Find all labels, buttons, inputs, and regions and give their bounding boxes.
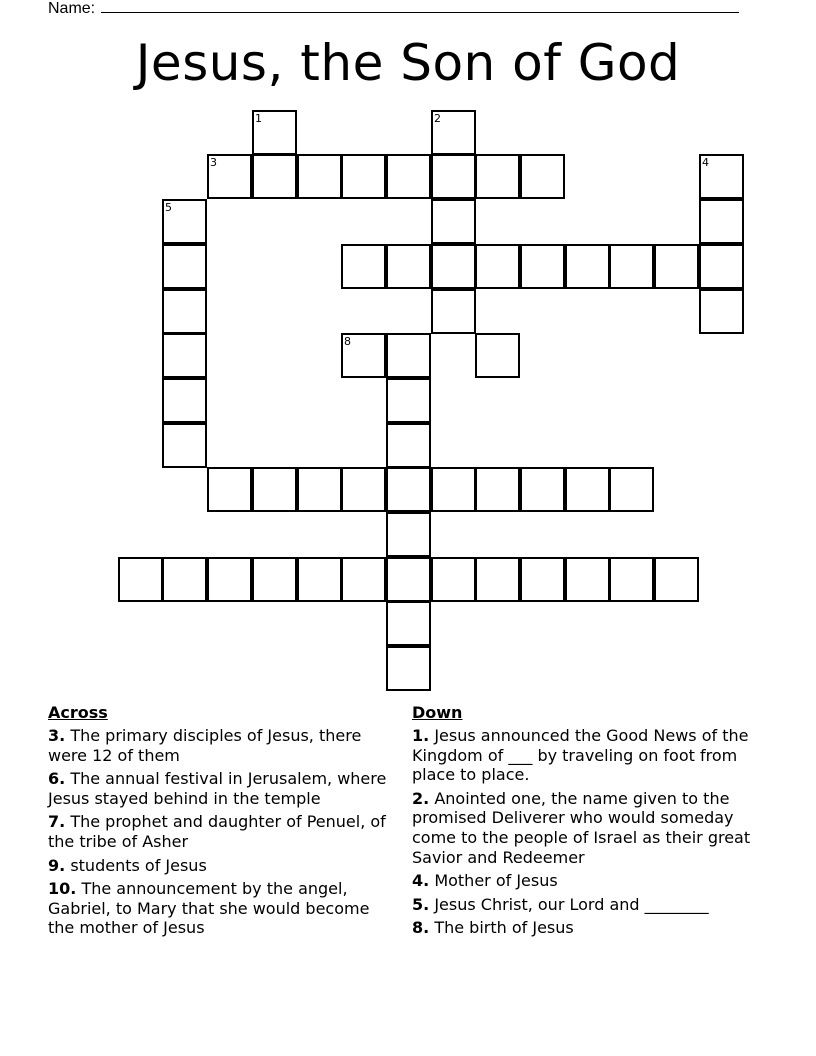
clue-text: Jesus Christ, our Lord and ________ [434,894,709,914]
grid-cell[interactable] [520,154,565,199]
across-heading: Across [48,703,108,722]
grid-cell[interactable] [207,557,252,602]
grid-cell[interactable] [386,244,431,289]
grid-cell[interactable] [118,557,163,602]
clue-text: Mother of Jesus [434,871,558,891]
grid-cell[interactable] [341,557,386,602]
clue-number: 1. [412,726,430,745]
grid-cell[interactable] [609,557,654,602]
grid-cell[interactable] [431,289,476,334]
grid-cell[interactable] [252,467,297,512]
grid-cell[interactable] [386,646,431,691]
grid-cell[interactable] [520,467,565,512]
grid-cell[interactable] [431,110,476,155]
clue-number: 7. [48,812,66,832]
grid-cell[interactable] [341,244,386,289]
grid-cell[interactable] [654,244,699,289]
clue-down-2 [412,789,762,867]
grid-cell[interactable] [386,378,431,423]
clue-number-label: 2 [434,112,441,125]
grid-cell[interactable] [297,154,342,199]
grid-cell[interactable] [520,244,565,289]
grid-cell[interactable] [386,512,431,557]
name-label: Name: [48,0,96,17]
clue-text: Jesus announced the Good News of the Kingdom of ___ by traveling on foot from place to place. [412,726,749,785]
grid-cell[interactable] [654,557,699,602]
clue-text: students of Jesus [70,855,207,875]
grid-cell[interactable] [699,154,744,199]
grid-cell[interactable] [699,244,744,289]
clue-number-label: 1 [255,112,262,125]
grid-cell[interactable] [475,154,520,199]
clue-down-1 [412,726,762,785]
grid-cell[interactable] [520,557,565,602]
grid-cell[interactable] [565,244,610,289]
grid-cell[interactable] [162,378,207,423]
grid-cell[interactable] [475,557,520,602]
grid-cell[interactable] [431,244,476,289]
clue-text: Anointed one, the name given to the promised Deliverer who would someday come to the people of Israel as their great Savior and Redeemer [412,788,751,867]
clue-across-6 [48,769,388,808]
grid-cell[interactable] [252,557,297,602]
clue-across-9 [48,856,388,876]
grid-cell[interactable] [386,423,431,468]
grid-cell[interactable] [609,467,654,512]
grid-cell[interactable] [431,467,476,512]
clue-across-3 [48,726,388,765]
clue-number: 5. [412,894,430,914]
across-clues [48,703,388,942]
clue-number: 10. [48,879,77,899]
clue-number-label: 4 [702,156,709,169]
grid-cell[interactable] [341,467,386,512]
grid-cell[interactable] [475,244,520,289]
clue-number: 3. [48,726,66,745]
page-title: Jesus, the Son of God [135,34,681,92]
grid-cell[interactable] [207,154,252,199]
down-heading: Down [412,703,463,722]
grid-cell[interactable] [162,333,207,378]
grid-cell[interactable] [475,467,520,512]
clue-number-label: 5 [165,201,172,214]
grid-cell[interactable] [386,557,431,602]
grid-cell[interactable] [699,199,744,244]
clue-text: The birth of Jesus [434,918,574,938]
grid-cell[interactable] [609,244,654,289]
grid-cell[interactable] [341,154,386,199]
down-clues [412,703,762,942]
grid-cell[interactable] [386,154,431,199]
grid-cell[interactable] [475,333,520,378]
clue-across-7 [48,812,388,851]
grid-cell[interactable] [341,333,386,378]
clue-number: 6. [48,769,66,789]
clue-text: The annual festival in Jerusalem, where Jesus stayed behind in the temple [48,769,387,808]
grid-cell[interactable] [386,333,431,378]
clue-number-label: 3 [210,156,217,169]
clue-number: 8. [412,918,430,938]
grid-cell[interactable] [565,557,610,602]
clue-down-8 [412,918,762,938]
grid-cell[interactable] [162,423,207,468]
grid-cell[interactable] [297,557,342,602]
clue-text: The primary disciples of Jesus, there were 12 of them [48,726,362,765]
grid-cell[interactable] [431,557,476,602]
grid-cell[interactable] [565,467,610,512]
clue-number: 9. [48,855,66,875]
grid-cell[interactable] [207,467,252,512]
grid-cell[interactable] [162,244,207,289]
grid-cell[interactable] [386,467,431,512]
grid-cell[interactable] [252,154,297,199]
clue-number: 2. [412,788,430,808]
grid-cell[interactable] [297,467,342,512]
grid-cell[interactable] [431,154,476,199]
grid-cell[interactable] [162,199,207,244]
clue-text: The prophet and daughter of Penuel, of the tribe of Asher [48,812,386,851]
grid-cell[interactable] [386,601,431,646]
grid-cell[interactable] [431,199,476,244]
grid-cell[interactable] [252,110,297,155]
grid-cell[interactable] [162,557,207,602]
clue-across-10 [48,879,388,938]
clue-down-4 [412,871,762,891]
grid-cell[interactable] [699,289,744,334]
clue-text: The announcement by the angel, Gabriel, to Mary that she would become the mother of Jesus [48,879,370,938]
grid-cell[interactable] [162,289,207,334]
clue-number-label: 8 [344,335,351,348]
clue-number: 4. [412,871,430,891]
clue-down-5 [412,895,762,915]
